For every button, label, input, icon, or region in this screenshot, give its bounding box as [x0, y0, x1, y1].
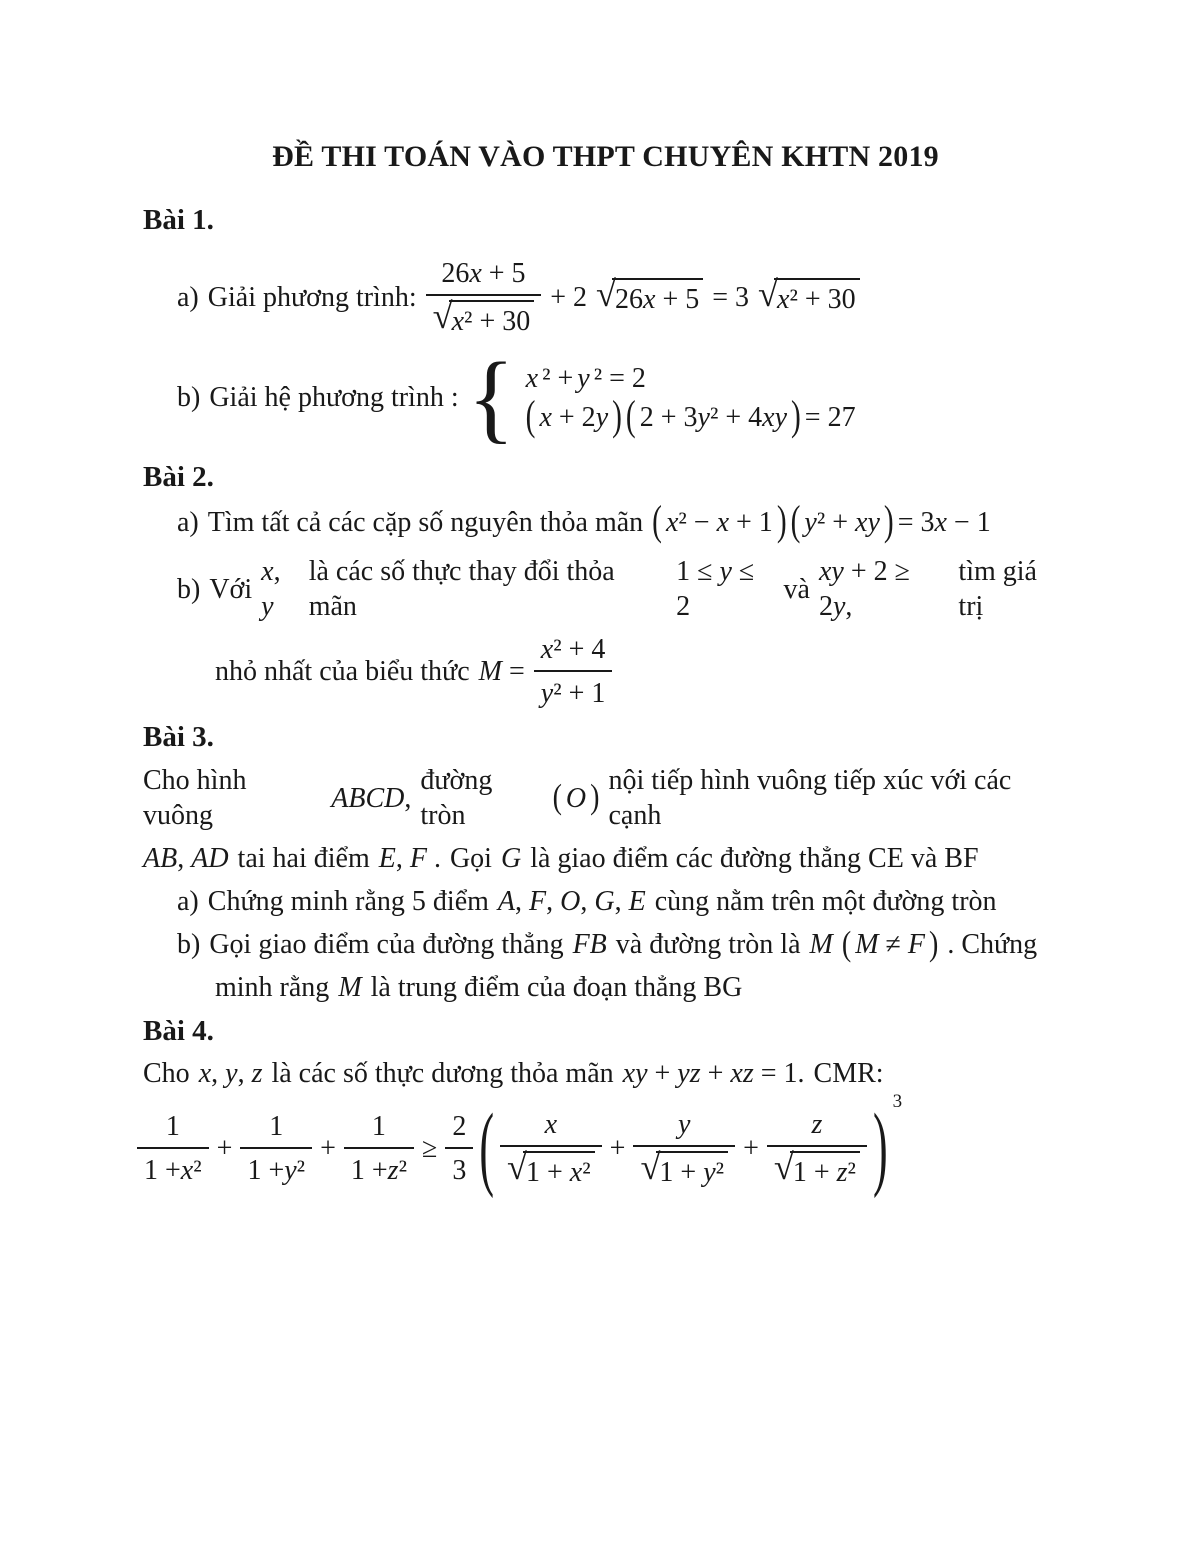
math-operator: +: [216, 1132, 233, 1164]
radicand: √ 1 + x²: [523, 1151, 595, 1190]
close-paren: ): [791, 393, 801, 440]
problem3-part-a: [177, 884, 1068, 919]
math-expression: [841, 924, 939, 964]
fraction-numerator: z: [811, 1108, 823, 1140]
prose-text: tai hai điểm: [237, 843, 370, 875]
prose-text: Cho: [143, 1057, 190, 1089]
prose-text: Với: [209, 573, 253, 605]
fraction-numerator: 26x + 5: [441, 257, 526, 289]
problem2-part-a: [177, 498, 1068, 545]
math-operator: +: [743, 1132, 759, 1164]
close-paren: ): [776, 498, 787, 545]
fraction: [240, 1109, 312, 1188]
fraction-denominator: 3: [445, 1147, 473, 1188]
fraction: [767, 1107, 867, 1190]
math-term: AB, AD: [143, 843, 229, 875]
problem1-part-b: [177, 342, 1068, 453]
prose-text: CMR:: [813, 1057, 884, 1089]
math-group: 2 + 3y² + 4xy: [639, 401, 787, 433]
close-paren: ): [929, 924, 939, 964]
prose-text: và: [783, 573, 810, 605]
math-term: M: [338, 972, 362, 1004]
fraction-denominator: [633, 1145, 735, 1190]
fraction-denominator: 1 + x ²: [137, 1147, 209, 1188]
part-marker: a): [177, 507, 199, 538]
problem4-heading: Bài 4.: [143, 1015, 214, 1048]
fraction-denominator: [767, 1145, 867, 1190]
fraction-numerator: 1: [269, 1110, 284, 1142]
problem2-heading: Bài 2.: [143, 460, 214, 493]
prose-text: là các số thực dương thỏa mãn: [271, 1057, 614, 1089]
math-operator: +: [320, 1132, 336, 1164]
problem3-part-b-line2: [215, 970, 1068, 1005]
close-paren: ): [590, 778, 600, 817]
math-term: xy + 2 ≥ 2y,: [818, 556, 910, 622]
prose-text: là giao điểm các đường thẳng CE và BF: [530, 843, 979, 875]
problem3-intro-line1: [143, 763, 1068, 833]
prose-text: Giải hệ phương trình :: [209, 382, 459, 414]
open-paren: (: [625, 393, 636, 440]
open-paren: (: [790, 498, 801, 545]
math-term: ABCD,: [331, 782, 412, 814]
math-term: = 3x − 1: [897, 507, 991, 538]
radicand: √ 1 + z²: [790, 1151, 860, 1190]
fraction-numerator: 1: [371, 1110, 386, 1142]
part-marker: b): [177, 382, 201, 414]
close-paren: ): [883, 498, 894, 545]
sqrt-radical: [507, 1151, 595, 1190]
radicand: √ 1 + y²: [656, 1151, 728, 1190]
math-term: 1 ≤ y ≤ 2: [676, 556, 755, 622]
equation-system: [525, 361, 856, 440]
exponent: 3: [892, 1091, 903, 1113]
fraction-numerator: x: [544, 1108, 558, 1140]
fraction-numerator: y: [678, 1108, 691, 1140]
relation-symbol: ≥: [421, 1132, 438, 1164]
fraction: [137, 1109, 209, 1188]
prose-text: Tìm tất cả các cặp số nguyên thỏa mãn: [207, 507, 644, 538]
math-group: y² + xy: [804, 507, 880, 538]
math-expression: [552, 778, 600, 817]
fraction-denominator: y ² + 1: [534, 670, 613, 711]
math-term: M =: [478, 656, 525, 687]
prose-text: nội tiếp hình vuông tiếp xúc với các cạnh: [608, 765, 1012, 832]
sqrt-radical: [758, 278, 860, 317]
prose-text: Chứng minh rằng 5 điểm: [207, 886, 489, 918]
sqrt-radical: [596, 278, 703, 317]
exam-title: ĐỀ THI TOÁN VÀO THPT CHUYÊN KHTN 2019: [272, 140, 939, 173]
close-paren: ): [612, 393, 622, 440]
fraction: [426, 256, 542, 339]
problem4-intro: [143, 1056, 1068, 1091]
system-equation-1: x ² + y ² = 2: [525, 362, 646, 394]
fraction-denominator: [500, 1145, 602, 1190]
math-term: E, F .: [378, 843, 441, 875]
fraction-numerator: 2: [452, 1110, 467, 1142]
system-equation-2: [525, 393, 856, 440]
math-term: G: [500, 843, 522, 875]
part-marker: a): [177, 281, 199, 313]
problem3-heading: Bài 3.: [143, 721, 214, 753]
problem1-part-a: [177, 256, 1068, 339]
part-marker: b): [177, 573, 201, 605]
problem2-part-b-line1: [177, 554, 1068, 624]
problem3-part-b-line1: [177, 924, 1068, 964]
open-paren: (: [841, 924, 852, 964]
system-brace: {: [467, 342, 515, 453]
fraction: [344, 1109, 414, 1188]
sqrt-radical: [774, 1151, 860, 1190]
part-marker: a): [177, 886, 199, 918]
math-term: + 2: [550, 281, 588, 313]
math-term: xy + yz + xz = 1.: [622, 1057, 805, 1089]
math-group: x + 2y: [539, 401, 609, 433]
problem4-formula: [137, 1091, 1068, 1200]
close-paren: ): [872, 1094, 888, 1200]
prose-text: đường tròn: [420, 765, 493, 832]
math-expression: [652, 498, 991, 545]
prose-text: Gọi: [449, 843, 492, 875]
prose-text: tìm giá trị: [958, 556, 1037, 622]
math-operator: +: [609, 1132, 626, 1164]
radicand: √ 26x + 5: [612, 278, 703, 317]
math-term: O: [565, 782, 587, 814]
fraction: [633, 1107, 735, 1190]
part-marker: b): [177, 929, 201, 961]
problem2-part-b-line2: [215, 632, 1068, 711]
math-term: x, y: [261, 556, 281, 622]
math-term: M ≠ F: [855, 929, 925, 961]
fraction-denominator: 1 + z ²: [344, 1147, 414, 1188]
fraction-denominator: [426, 294, 542, 339]
prose-text: là trung điểm của đoạn thẳng BG: [370, 972, 743, 1004]
prose-text: Giải phương trình:: [207, 281, 417, 313]
open-paren: (: [525, 393, 536, 440]
math-group: x² − x + 1: [665, 507, 773, 538]
radicand: √ x² + 30: [449, 300, 535, 339]
open-paren: (: [552, 778, 562, 817]
problem1-heading: Bài 1.: [143, 203, 214, 236]
problem3-intro-line2: [143, 841, 1068, 876]
math-term: = 3: [712, 281, 750, 313]
fraction: [534, 632, 613, 711]
fraction: [500, 1107, 602, 1190]
fraction-denominator: 1 + y ²: [240, 1147, 312, 1188]
prose-text: và đường tròn là: [615, 929, 801, 961]
sqrt-radical: [640, 1151, 728, 1190]
prose-text: Cho hình vuông: [143, 765, 247, 832]
fraction: [445, 1109, 473, 1188]
prose-text: cùng nằm trên một đường tròn: [654, 886, 997, 918]
prose-text: Gọi giao điểm của đường thẳng: [209, 929, 564, 961]
math-term: FB: [572, 929, 607, 961]
math-term: x, y, z: [198, 1057, 263, 1089]
prose-text: minh rằng: [215, 972, 330, 1004]
prose-text: . Chứng: [947, 929, 1038, 961]
fraction-numerator: 1: [165, 1110, 180, 1142]
prose-text: là các số thực thay đổi thỏa mãn: [308, 556, 615, 622]
open-paren: (: [479, 1094, 495, 1200]
radicand: √ x² + 30: [774, 278, 860, 317]
open-paren: (: [652, 498, 662, 545]
math-term: M: [809, 929, 833, 961]
math-term: = 27: [804, 401, 856, 433]
fraction-numerator: x² + 4: [540, 634, 606, 665]
math-term: A, F, O, G, E: [497, 886, 646, 918]
sqrt-radical: [433, 300, 535, 339]
prose-text: nhỏ nhất của biểu thức: [215, 656, 470, 687]
